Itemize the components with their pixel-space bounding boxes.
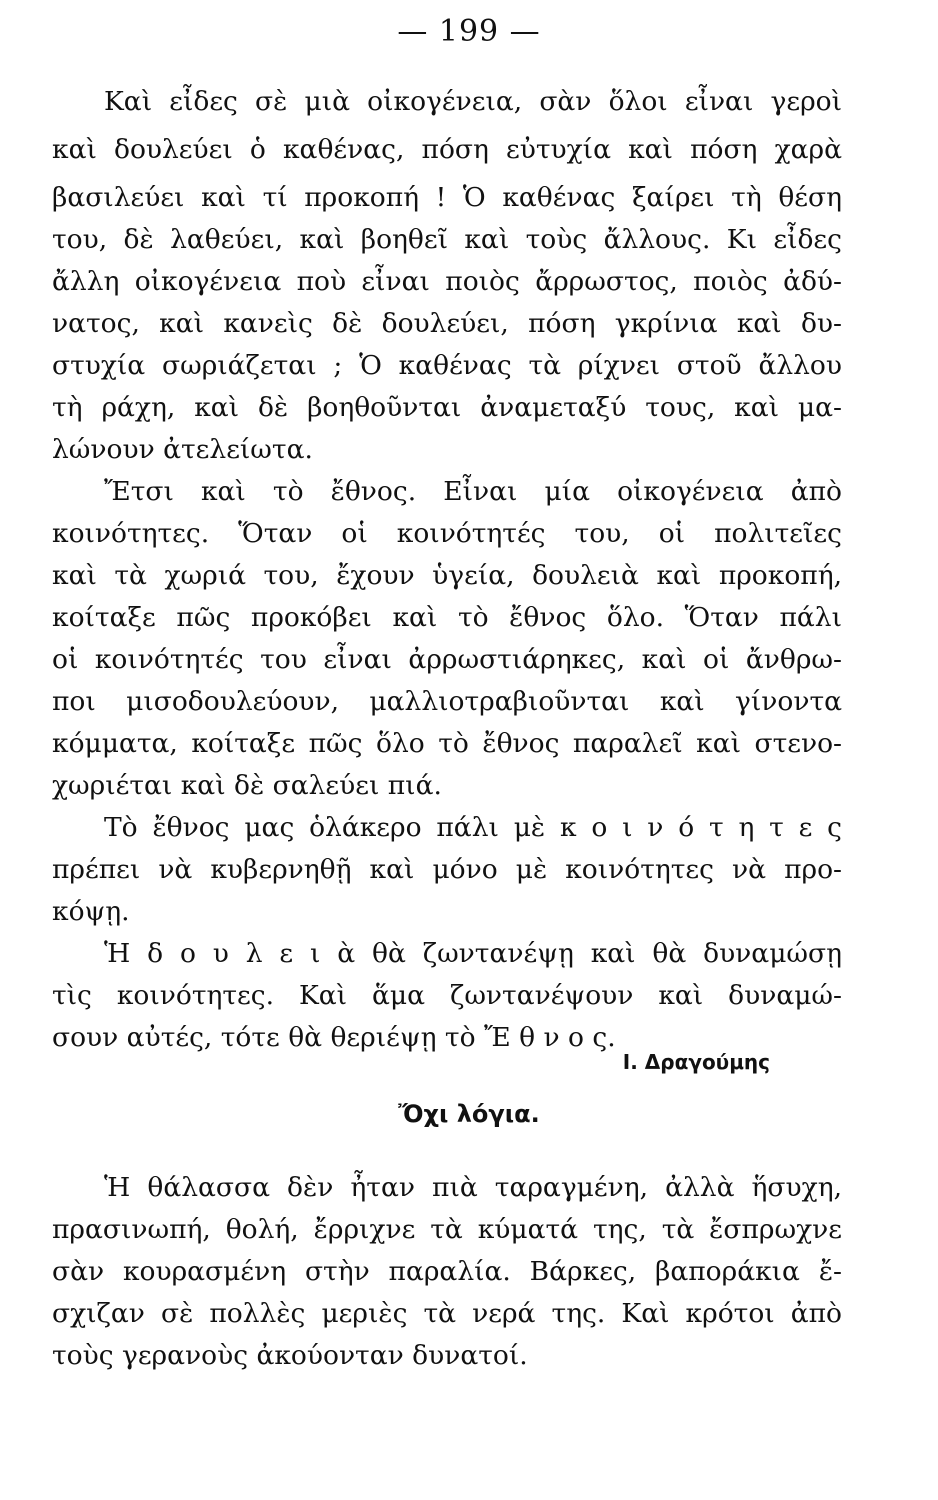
text-line: λώνουν ἀτελείωτα. [52,434,313,465]
text-line: ἄλλη οἰκογένεια ποὺ εἶναι ποιὸς ἄρρωστος, ποιὸς ἀδύ- [52,266,842,297]
text-line: κοίταξε πῶς προκόβει καὶ τὸ ἔθνος ὅλο. Ὅταν πάλι [52,602,842,633]
text-line: Καὶ εἶδες σὲ μιὰ οἰκογένεια, σὰν ὅλοι εἶναι γεροὶ [104,86,842,117]
text-line: του, δὲ λαθεύει, καὶ βοηθεῖ καὶ τοὺς ἄλλους. Κι εἶδες [52,224,842,255]
text-line: νατος, καὶ κανεὶς δὲ δουλεύει, πόση γκρίνια καὶ δυ- [52,308,842,339]
author-signature: Ι. Δραγούμης [622,1050,770,1074]
text-line: Τὸ ἔθνος μας ὁλάκερο πάλι μὲ κ ο ι ν ό τ η τ ε ς [104,812,842,843]
text-line: σουν αὐτές, τότε θὰ θεριέψῃ τὸ Ἔ θ ν ο ς. [52,1022,616,1053]
text-line: καὶ δουλεύει ὁ καθένας, πόση εὐτυχία καὶ πόση χαρὰ [52,134,842,165]
text-line: οἱ κοινότητές του εἶναι ἀρρωστιάρηκες, καὶ οἱ ἄνθρω- [52,644,842,675]
text-line: στυχία σωριάζεται ; Ὁ καθένας τὰ ρίχνει στοῦ ἄλλου [52,350,842,381]
text-line: τὴ ράχη, καὶ δὲ βοηθοῦνται ἀναμεταξύ τους, καὶ μα- [52,392,842,423]
text-line: σὰν κουρασμένη στὴν παραλία. Βάρκες, βαποράκια ἔ- [52,1256,842,1287]
text-line: ποι μισοδουλεύουν, μαλλιοτραβιοῦνται καὶ γίνοντα [52,686,842,717]
page-number: — 199 — [397,14,541,49]
text-line: Ἔτσι καὶ τὸ ἔθνος. Εἶναι μία οἰκογένεια ἀπὸ [104,476,842,507]
text-line: κόμματα, κοίταξε πῶς ὅλο τὸ ἔθνος παραλεῖ καὶ στενο- [52,728,842,759]
text-line: σχιζαν σὲ πολλὲς μεριὲς τὰ νερά της. Καὶ κρότοι ἀπὸ [52,1298,842,1329]
text-line: πρέπει νὰ κυβερνηθῇ καὶ μόνο μὲ κοινότητες νὰ προ- [52,854,842,885]
text-line: καὶ τὰ χωριά του, ἔχουν ὑγεία, δουλειὰ καὶ προκοπή, [52,560,842,591]
text-line: βασιλεύει καὶ τί προκοπή ! Ὁ καθένας ξαίρει τὴ θέση [52,182,842,213]
text-line: Ἡ δ ο υ λ ε ι ὰ θὰ ζωντανέψῃ καὶ θὰ δυναμώσῃ [104,938,842,969]
section-heading: Ὄχι λόγια. [398,1100,540,1128]
text-line: Ἡ θάλασσα δὲν ἦταν πιὰ ταραγμένη, ἀλλὰ ἥσυχη, [104,1172,842,1203]
text-line: πρασινωπή, θολή, ἔρριχνε τὰ κύματά της, τὰ ἔσπρωχνε [52,1214,842,1245]
text-line: τὶς κοινότητες. Καὶ ἅμα ζωντανέψουν καὶ δυναμώ- [52,980,842,1011]
text-line: κόψῃ. [52,896,130,927]
text-line: τοὺς γερανοὺς ἀκούονταν δυνατοί. [52,1340,528,1371]
text-line: χωριέται καὶ δὲ σαλεύει πιά. [52,770,442,801]
text-line: κοινότητες. Ὅταν οἱ κοινότητές του, οἱ πολιτεῖες [52,518,842,549]
